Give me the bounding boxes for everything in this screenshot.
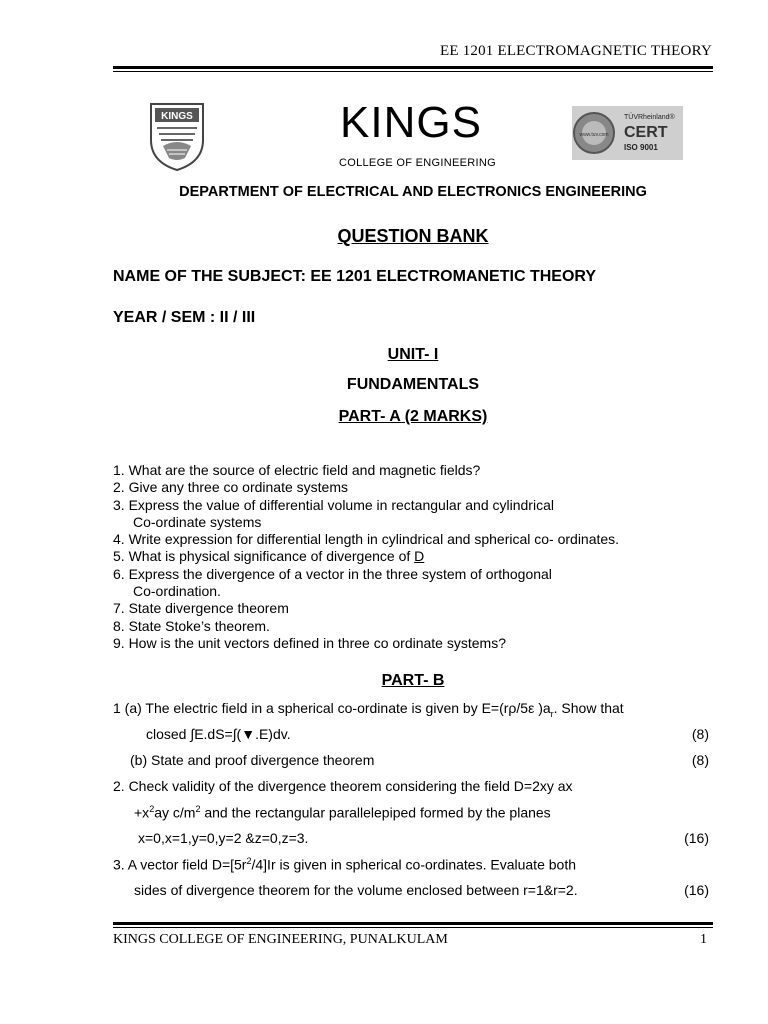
department-heading: DEPARTMENT OF ELECTRICAL AND ELECTRONICS ENGINEERING — [179, 184, 647, 200]
question-1b-marks: (8) — [691, 752, 709, 768]
list-item: 8. State Stoke’s theorem. — [113, 617, 270, 634]
part-a-heading: PART- A (2 MARKS) — [338, 408, 488, 425]
list-item-text: 5. What is physical significance of divergence of — [113, 548, 415, 565]
question-2-line-2: $+x^2ay$ $c/m^2$ and the rectangular parallelepiped formed by the planes — [134, 804, 551, 821]
list-item: 9. How is the unit vectors defined in three co ordinate systems? — [113, 634, 506, 651]
vector-d-symbol: D — [414, 548, 425, 565]
college-crest-logo — [149, 102, 205, 172]
brand-subtitle: COLLEGE OF ENGINEERING — [339, 157, 496, 169]
footer-rule-thin — [113, 927, 713, 928]
running-header: EE 1201 ELECTROMAGNETIC THEORY — [440, 43, 712, 59]
question-3-line-1: 3. A vector field $D=[5r^2/4]Ir$ is given in spherical co-ordinates. Evaluate both — [113, 856, 576, 873]
list-item: 6. Express the divergence of a vector in the three system of orthogonal — [113, 565, 552, 582]
header-rule-thin — [113, 71, 713, 72]
year-sem-line: YEAR / SEM : II / III — [113, 309, 256, 326]
cert-iso-text: ISO 9001 — [624, 143, 658, 152]
list-item: 7. State divergence theorem — [113, 600, 289, 617]
cert-top-text: TÜVRheinland® — [624, 114, 675, 121]
part-b-questions — [113, 700, 713, 900]
cert-seal-text: www.tuv.com — [579, 132, 609, 138]
page-number: 1 — [700, 932, 707, 947]
list-item: Co-ordination. — [133, 583, 221, 600]
list-item: 3. Express the value of differential volume in rectangular and cylindrical — [113, 496, 554, 513]
question-1b-line: (b) State and proof divergence theorem — [130, 752, 375, 768]
footer-college-name: KINGS COLLEGE OF ENGINEERING, PUNALKULAM — [113, 932, 448, 947]
list-item: 4. Write expression for differential length in cylindrical and spherical co- ordinates. — [113, 531, 620, 548]
question-1a-line-1: 1 (a) The electric field in a spherical co-ordinate is given by E=(rρ/5ε )$a_r$. Show that — [113, 700, 624, 719]
part-b-heading: PART- B — [381, 672, 445, 689]
cert-big-text: CERT — [624, 124, 668, 141]
iso-certification-badge — [572, 106, 683, 160]
header-rule-thick — [113, 66, 713, 69]
question-1a-line-2: closed ∫E.dS=∫(▼.E)dv. — [146, 726, 291, 742]
question-2-line-3: x=0,x=1,y=0,y=2 &z=0,z=3. — [138, 830, 309, 846]
list-item: 1. What are the source of electric field and magnetic fields? — [113, 462, 481, 478]
question-2-line-1: 2. Check validity of the divergence theorem considering the field D=2xy ax — [113, 778, 573, 794]
subject-line: NAME OF THE SUBJECT: EE 1201 ELECTROMANETIC THEORY — [113, 268, 597, 285]
list-item — [113, 548, 619, 565]
list-item: Co-ordinate systems — [133, 513, 262, 530]
unit-heading: UNIT- I — [387, 346, 439, 363]
document-title: QUESTION BANK — [337, 226, 489, 246]
question-1a-marks: (8) — [691, 726, 709, 742]
footer-rule-thick — [113, 922, 713, 925]
list-item: 2. Give any three co ordinate systems — [113, 479, 348, 496]
question-2-marks: (16) — [684, 830, 709, 846]
question-3-marks: (16) — [684, 882, 709, 898]
unit-name-heading: FUNDAMENTALS — [346, 376, 480, 393]
crest-text: KINGS — [161, 111, 193, 122]
part-a-question-list — [113, 462, 619, 652]
question-3-line-2: sides of divergence theorem for the volume enclosed between r=1&r=2. — [134, 882, 578, 898]
brand-name: KINGS — [340, 98, 482, 147]
